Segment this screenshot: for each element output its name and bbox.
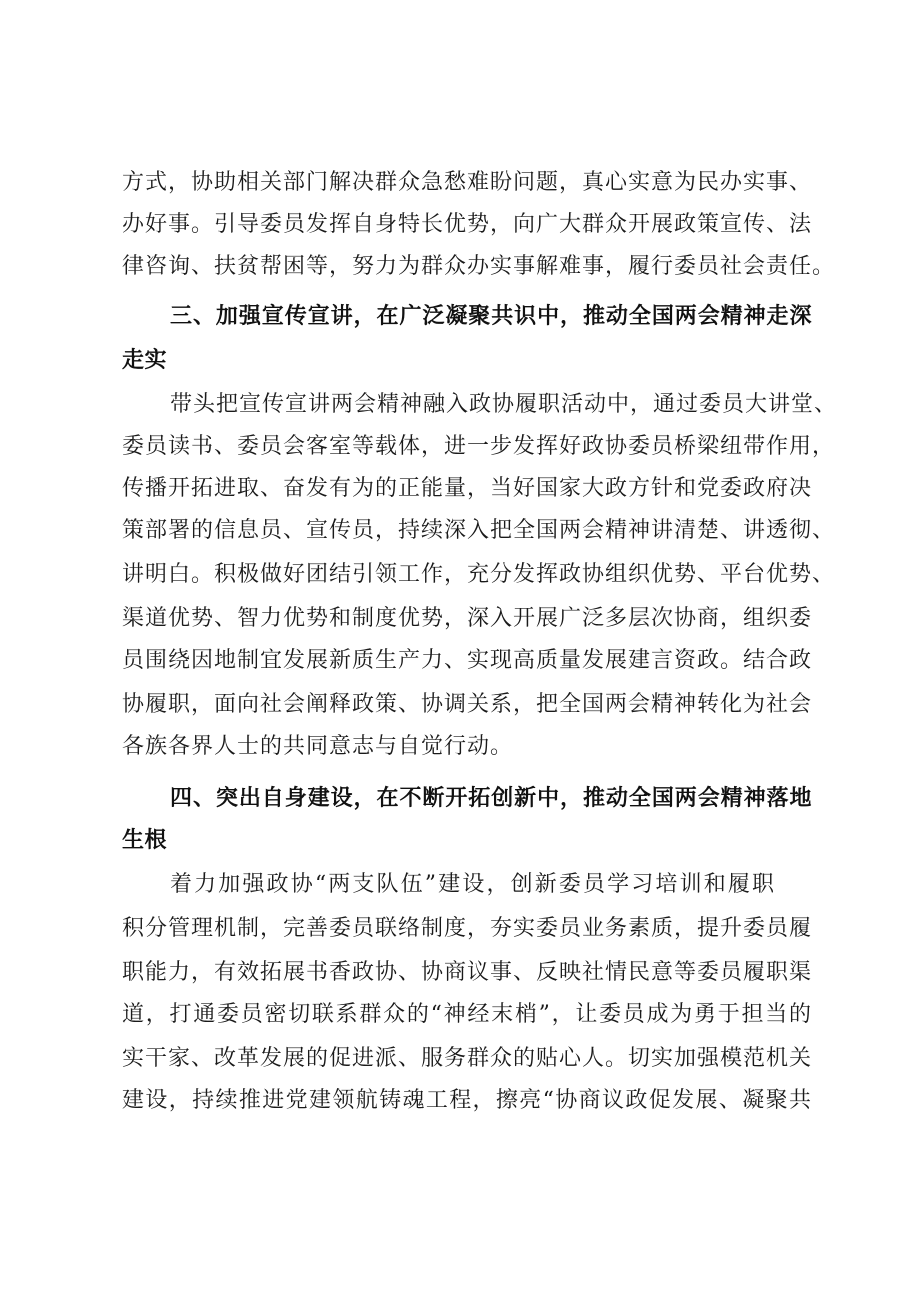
body-line: 道，打通委员密切联系群众的“神经末梢”，让委员成为勇于担当的 — [122, 1002, 812, 1027]
section-heading-3-continuation: 走实 — [122, 348, 168, 373]
section-heading-3: 三、加强宣传宣讲，在广泛凝聚共识中，推动全国两会精神走深 — [170, 304, 812, 329]
body-line: 职能力，有效拓展书香政协、协商议事、反映社情民意等委员履职渠 — [122, 960, 813, 985]
body-line: 传播开拓进取、奋发有为的正能量，当好国家大政方针和党委政府决 — [122, 476, 813, 501]
body-line: 建设，持续推进党建领航铸魂工程，擦亮“协商议政促发展、凝聚共 — [122, 1088, 812, 1113]
body-line: 各族各界人士的共同意志与自觉行动。 — [122, 734, 514, 759]
body-line: 带头把宣传宣讲两会精神融入政协履职活动中，通过委员大讲堂、 — [170, 392, 838, 417]
body-line: 策部署的信息员、宣传员，持续深入把全国两会精神讲清楚、讲透彻、 — [122, 518, 836, 543]
body-line: 讲明白。积极做好团结引领工作，充分发挥政协组织优势、平台优势、 — [122, 562, 836, 587]
section-heading-4-continuation: 生根 — [122, 828, 168, 853]
body-line: 方式，协助相关部门解决群众急愁难盼问题，真心实意为民办实事、 — [122, 170, 813, 195]
body-line: 着力加强政协“两支队伍”建设，创新委员学习培训和履职 — [170, 872, 775, 897]
body-line: 协履职，面向社会阐释政策、协调关系，把全国两会精神转化为社会 — [122, 692, 813, 717]
body-line: 办好事。引导委员发挥自身特长优势，向广大群众开展政策宣传、法 — [122, 212, 813, 237]
body-line: 积分管理机制，完善委员联络制度，夯实委员业务素质，提升委员履 — [122, 916, 813, 941]
section-heading-4: 四、突出自身建设，在不断开拓创新中，推动全国两会精神落地 — [170, 786, 812, 811]
body-line: 实干家、改革发展的促进派、服务群众的贴心人。切实加强模范机关 — [122, 1046, 813, 1071]
body-line: 律咨询、扶贫帮困等，努力为群众办实事解难事，履行委员社会责任。 — [122, 254, 836, 279]
body-line: 渠道优势、智力优势和制度优势，深入开展广泛多层次协商，组织委 — [122, 606, 813, 631]
body-line: 员围绕因地制宜发展新质生产力、实现高质量发展建言资政。结合政 — [122, 648, 813, 673]
body-line: 委员读书、委员会客室等载体，进一步发挥好政协委员桥梁纽带作用， — [122, 434, 836, 459]
